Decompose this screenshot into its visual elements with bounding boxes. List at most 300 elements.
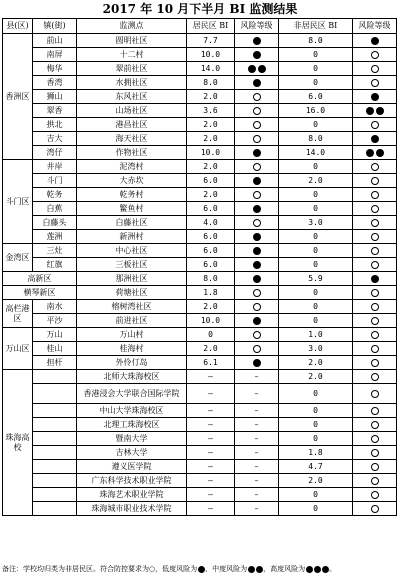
county-cell: 万山区 xyxy=(3,328,33,370)
header-res-risk: 风险等级 xyxy=(235,19,279,34)
risk-low-cell xyxy=(235,160,279,174)
empty-circle-icon xyxy=(253,191,261,199)
res-bi-cell: – xyxy=(187,502,235,516)
risk-low-cell xyxy=(353,300,397,314)
empty-circle-icon xyxy=(371,205,379,213)
county-cell: 高栏港区 xyxy=(3,300,33,328)
filled-dot-icon xyxy=(253,247,261,255)
risk-low-cell xyxy=(353,244,397,258)
table-row xyxy=(3,356,397,370)
nonres-bi-cell: 0 xyxy=(279,314,353,328)
site-cell: 白藤社区 xyxy=(77,216,187,230)
risk-medium-cell xyxy=(235,174,279,188)
town-cell xyxy=(33,502,77,516)
note-medium-label: ，中度风险为 xyxy=(205,565,248,573)
risk-medium-cell xyxy=(235,34,279,48)
table-row xyxy=(3,76,397,90)
risk-low-cell xyxy=(235,188,279,202)
table-row xyxy=(3,488,397,502)
empty-circle-icon xyxy=(371,289,379,297)
res-bi-cell: 2.0 xyxy=(187,132,235,146)
town-cell: 南屏 xyxy=(33,48,77,62)
empty-circle-icon xyxy=(371,163,379,171)
risk-low-cell xyxy=(353,188,397,202)
nonres-bi-cell: 0 xyxy=(279,118,353,132)
town-cell: 梅华 xyxy=(33,62,77,76)
nonres-bi-cell: 8.0 xyxy=(279,132,353,146)
empty-circle-icon xyxy=(253,135,261,143)
risk-medium-cell xyxy=(235,244,279,258)
county-cell: 香洲区 xyxy=(3,34,33,160)
table-row xyxy=(3,328,397,342)
empty-circle-icon xyxy=(371,435,379,443)
nonres-bi-cell: 0 xyxy=(279,418,353,432)
risk-low-cell xyxy=(353,460,397,474)
filled-dot-icon xyxy=(253,205,261,213)
note-pass-symbol: ○ xyxy=(149,565,156,573)
risk-low-cell xyxy=(353,370,397,384)
risk-low-cell xyxy=(353,160,397,174)
filled-dot-icon xyxy=(253,233,261,241)
nonres-bi-cell: 6.0 xyxy=(279,90,353,104)
table-row xyxy=(3,384,397,404)
nonres-bi-cell: 16.0 xyxy=(279,104,353,118)
risk-low-cell xyxy=(235,216,279,230)
town-cell: 平沙 xyxy=(33,314,77,328)
town-cell xyxy=(33,460,77,474)
risk-low-cell xyxy=(353,286,397,300)
filled-dot-icon xyxy=(248,65,256,73)
empty-circle-icon xyxy=(371,303,379,311)
empty-circle-icon xyxy=(253,219,261,227)
empty-circle-icon xyxy=(253,289,261,297)
site-cell: 中山大学珠海校区 xyxy=(77,404,187,418)
risk-medium-cell xyxy=(353,132,397,146)
res-bi-cell: 14.0 xyxy=(187,62,235,76)
table-row xyxy=(3,104,397,118)
high-risk-dot-icon xyxy=(314,566,321,573)
site-cell: 作物社区 xyxy=(77,146,187,160)
risk-none-cell: – xyxy=(235,432,279,446)
risk-low-cell xyxy=(353,328,397,342)
table-row xyxy=(3,244,397,258)
nonres-bi-cell: 5.9 xyxy=(279,272,353,286)
town-cell xyxy=(33,432,77,446)
empty-circle-icon xyxy=(371,491,379,499)
table-row xyxy=(3,174,397,188)
county-cell: 高新区 xyxy=(3,272,77,286)
town-cell: 香湾 xyxy=(33,76,77,90)
risk-low-cell xyxy=(353,48,397,62)
nonres-bi-cell: 1.0 xyxy=(279,328,353,342)
header-nonres-bi: 非居民区 BI xyxy=(279,19,353,34)
res-bi-cell: – xyxy=(187,432,235,446)
table-row xyxy=(3,474,397,488)
town-cell: 斗门 xyxy=(33,174,77,188)
risk-medium-cell xyxy=(353,34,397,48)
nonres-bi-cell: 0 xyxy=(279,160,353,174)
risk-low-cell xyxy=(353,432,397,446)
risk-none-cell: – xyxy=(235,474,279,488)
town-cell: 莲洲 xyxy=(33,230,77,244)
town-cell: 井岸 xyxy=(33,160,77,174)
town-cell: 红旗 xyxy=(33,258,77,272)
res-bi-cell: 4.0 xyxy=(187,216,235,230)
res-bi-cell: 2.0 xyxy=(187,188,235,202)
nonres-bi-cell: 0 xyxy=(279,62,353,76)
town-cell: 湾仔 xyxy=(33,146,77,160)
note-high-label: ，高度风险为 xyxy=(263,565,306,573)
empty-circle-icon xyxy=(371,121,379,129)
res-bi-cell: – xyxy=(187,404,235,418)
risk-medium-cell xyxy=(235,230,279,244)
empty-circle-icon xyxy=(371,191,379,199)
town-cell: 桂山 xyxy=(33,342,77,356)
risk-low-cell xyxy=(353,258,397,272)
nonres-bi-cell: 1.8 xyxy=(279,446,353,460)
site-cell: 桂海村 xyxy=(77,342,187,356)
table-row xyxy=(3,62,397,76)
medium-risk-dot-icon xyxy=(248,566,255,573)
town-cell xyxy=(33,384,77,404)
county-cell: 珠海高校 xyxy=(3,370,33,516)
site-cell: 大赤坎 xyxy=(77,174,187,188)
risk-low-cell xyxy=(353,446,397,460)
town-cell xyxy=(33,446,77,460)
empty-circle-icon xyxy=(371,261,379,269)
empty-circle-icon xyxy=(253,163,261,171)
filled-dot-icon xyxy=(253,359,261,367)
site-cell: 北理工珠海校区 xyxy=(77,418,187,432)
table-row xyxy=(3,188,397,202)
town-cell: 三灶 xyxy=(33,244,77,258)
risk-low-cell xyxy=(235,300,279,314)
site-cell: 新洲村 xyxy=(77,230,187,244)
filled-dot-icon xyxy=(371,93,379,101)
risk-low-cell xyxy=(353,62,397,76)
res-bi-cell: – xyxy=(187,446,235,460)
county-cell: 斗门区 xyxy=(3,160,33,244)
res-bi-cell: 3.6 xyxy=(187,104,235,118)
table-row xyxy=(3,160,397,174)
nonres-bi-cell: 0 xyxy=(279,432,353,446)
filled-dot-icon xyxy=(376,107,384,115)
nonres-bi-cell: 3.0 xyxy=(279,216,353,230)
res-bi-cell: 8.0 xyxy=(187,76,235,90)
empty-circle-icon xyxy=(253,107,261,115)
risk-low-cell xyxy=(235,328,279,342)
empty-circle-icon xyxy=(253,121,261,129)
res-bi-cell: 6.0 xyxy=(187,258,235,272)
res-bi-cell: 2.0 xyxy=(187,160,235,174)
site-cell: 北师大珠海校区 xyxy=(77,370,187,384)
filled-dot-icon xyxy=(371,275,379,283)
nonres-bi-cell: 2.0 xyxy=(279,356,353,370)
empty-circle-icon xyxy=(371,373,379,381)
town-cell xyxy=(33,418,77,432)
site-cell: 吉林大学 xyxy=(77,446,187,460)
res-bi-cell: 2.0 xyxy=(187,90,235,104)
site-cell: 十二村 xyxy=(77,48,187,62)
nonres-bi-cell: 0 xyxy=(279,404,353,418)
empty-circle-icon xyxy=(371,345,379,353)
empty-circle-icon xyxy=(371,421,379,429)
header-town: 镇(街) xyxy=(33,19,77,34)
risk-low-cell xyxy=(353,418,397,432)
nonres-bi-cell: 0 xyxy=(279,48,353,62)
nonres-bi-cell: 8.0 xyxy=(279,34,353,48)
town-cell: 万山 xyxy=(33,328,77,342)
empty-circle-icon xyxy=(371,449,379,457)
site-cell: 香港浸会大学联合国际学院 xyxy=(77,384,187,404)
filled-dot-icon xyxy=(253,317,261,325)
res-bi-cell: 6.0 xyxy=(187,244,235,258)
town-cell: 吉大 xyxy=(33,132,77,146)
filled-dot-icon xyxy=(366,107,374,115)
table-row xyxy=(3,132,397,146)
site-cell: 海天社区 xyxy=(77,132,187,146)
risk-medium-cell xyxy=(235,356,279,370)
empty-circle-icon xyxy=(371,219,379,227)
res-bi-cell: 2.0 xyxy=(187,300,235,314)
town-cell: 翠香 xyxy=(33,104,77,118)
town-cell: 白藤头 xyxy=(33,216,77,230)
risk-none-cell: – xyxy=(235,370,279,384)
risk-low-cell xyxy=(235,286,279,300)
town-cell: 乾务 xyxy=(33,188,77,202)
empty-circle-icon xyxy=(371,177,379,185)
risk-none-cell: – xyxy=(235,404,279,418)
empty-circle-icon xyxy=(371,477,379,485)
risk-low-cell xyxy=(353,488,397,502)
nonres-bi-cell: 0 xyxy=(279,202,353,216)
res-bi-cell: 10.0 xyxy=(187,146,235,160)
site-cell: 中心社区 xyxy=(77,244,187,258)
table-row xyxy=(3,48,397,62)
nonres-bi-cell: 14.0 xyxy=(279,146,353,160)
nonres-bi-cell: 0 xyxy=(279,502,353,516)
risk-low-cell xyxy=(235,342,279,356)
res-bi-cell: 1.8 xyxy=(187,286,235,300)
risk-low-cell xyxy=(235,90,279,104)
nonres-bi-cell: 2.0 xyxy=(279,370,353,384)
risk-medium-cell xyxy=(235,48,279,62)
site-cell: 翠前社区 xyxy=(77,62,187,76)
site-cell: 珠海艺术职业学院 xyxy=(77,488,187,502)
nonres-bi-cell: 0 xyxy=(279,488,353,502)
filled-dot-icon xyxy=(253,275,261,283)
risk-low-cell xyxy=(353,342,397,356)
site-cell: 乾务村 xyxy=(77,188,187,202)
site-cell: 荷塘社区 xyxy=(77,286,187,300)
site-cell: 泥湾村 xyxy=(77,160,187,174)
risk-medium-cell xyxy=(235,272,279,286)
risk-none-cell: – xyxy=(235,502,279,516)
nonres-bi-cell: 0 xyxy=(279,76,353,90)
county-cell: 金湾区 xyxy=(3,244,33,272)
res-bi-cell: – xyxy=(187,460,235,474)
table-row xyxy=(3,118,397,132)
table-row xyxy=(3,370,397,384)
table-row xyxy=(3,460,397,474)
res-bi-cell: – xyxy=(187,370,235,384)
town-cell xyxy=(33,370,77,384)
empty-circle-icon xyxy=(371,407,379,415)
risk-high-cell xyxy=(235,62,279,76)
table-row xyxy=(3,342,397,356)
res-bi-cell: 0 xyxy=(187,328,235,342)
risk-medium-cell xyxy=(353,272,397,286)
nonres-bi-cell: 0 xyxy=(279,244,353,258)
site-cell: 东风社区 xyxy=(77,90,187,104)
nonres-bi-cell: 0 xyxy=(279,188,353,202)
risk-none-cell: – xyxy=(235,384,279,404)
empty-circle-icon xyxy=(371,233,379,241)
nonres-bi-cell: 0 xyxy=(279,384,353,404)
empty-circle-icon xyxy=(371,390,379,398)
risk-low-cell xyxy=(235,118,279,132)
page-title: 2017 年 10 月下半月 BI 监测结果 xyxy=(102,2,298,16)
filled-dot-icon xyxy=(376,149,384,157)
res-bi-cell: – xyxy=(187,474,235,488)
site-cell: 暨南大学 xyxy=(77,432,187,446)
table-row xyxy=(3,146,397,160)
empty-circle-icon xyxy=(253,331,261,339)
empty-circle-icon xyxy=(253,303,261,311)
table-row xyxy=(3,314,397,328)
filled-dot-icon xyxy=(253,149,261,157)
filled-dot-icon xyxy=(253,51,261,59)
header-site: 监测点 xyxy=(77,19,187,34)
town-cell: 南水 xyxy=(33,300,77,314)
risk-low-cell xyxy=(353,202,397,216)
filled-dot-icon xyxy=(366,149,374,157)
risk-low-cell xyxy=(353,118,397,132)
res-bi-cell: 6.0 xyxy=(187,230,235,244)
site-cell: 前进社区 xyxy=(77,314,187,328)
table-row xyxy=(3,502,397,516)
risk-low-cell xyxy=(353,314,397,328)
town-cell: 拱北 xyxy=(33,118,77,132)
filled-dot-icon xyxy=(253,177,261,185)
table-row xyxy=(3,446,397,460)
nonres-bi-cell: 0 xyxy=(279,258,353,272)
filled-dot-icon xyxy=(371,135,379,143)
risk-medium-cell xyxy=(235,258,279,272)
site-cell: 山场社区 xyxy=(77,104,187,118)
site-cell: 广东科学技术职业学院 xyxy=(77,474,187,488)
site-cell: 水拥社区 xyxy=(77,76,187,90)
risk-low-cell xyxy=(235,104,279,118)
res-bi-cell: – xyxy=(187,384,235,404)
footnote xyxy=(2,564,398,574)
nonres-bi-cell: 2.0 xyxy=(279,474,353,488)
table-row xyxy=(3,300,397,314)
risk-low-cell xyxy=(353,502,397,516)
note-prefix: 备注：学校均归类为非居民区。符合防控要求为 xyxy=(2,565,149,573)
risk-medium-cell xyxy=(235,146,279,160)
town-cell xyxy=(33,488,77,502)
risk-none-cell: – xyxy=(235,488,279,502)
empty-circle-icon xyxy=(371,505,379,513)
res-bi-cell: – xyxy=(187,488,235,502)
risk-low-cell xyxy=(353,174,397,188)
empty-circle-icon xyxy=(371,79,379,87)
risk-none-cell: – xyxy=(235,460,279,474)
risk-low-cell xyxy=(353,230,397,244)
res-bi-cell: 10.0 xyxy=(187,48,235,62)
header-nonres-risk: 风险等级 xyxy=(353,19,397,34)
table-row xyxy=(3,432,397,446)
county-cell: 横琴新区 xyxy=(3,286,77,300)
header-res-bi: 居民区 BI xyxy=(187,19,235,34)
site-cell: 遵义医学院 xyxy=(77,460,187,474)
table-row xyxy=(3,272,397,286)
site-cell: 那洲社区 xyxy=(77,272,187,286)
town-cell xyxy=(33,474,77,488)
town-cell: 白蕉 xyxy=(33,202,77,216)
header-county: 县(区) xyxy=(3,19,33,34)
res-bi-cell: – xyxy=(187,418,235,432)
risk-low-cell xyxy=(353,216,397,230)
site-cell: 鳘鱼村 xyxy=(77,202,187,216)
site-cell: 珠海城市职业技术学院 xyxy=(77,502,187,516)
empty-circle-icon xyxy=(371,65,379,73)
empty-circle-icon xyxy=(253,93,261,101)
high-risk-dot-icon xyxy=(306,566,313,573)
res-bi-cell: 2.0 xyxy=(187,342,235,356)
res-bi-cell: 10.0 xyxy=(187,314,235,328)
filled-dot-icon xyxy=(253,261,261,269)
risk-none-cell: – xyxy=(235,418,279,432)
res-bi-cell: 7.7 xyxy=(187,34,235,48)
town-cell: 狮山 xyxy=(33,90,77,104)
table-row xyxy=(3,216,397,230)
site-cell: 外伶仃岛 xyxy=(77,356,187,370)
site-cell: 三板社区 xyxy=(77,258,187,272)
risk-high-cell xyxy=(353,146,397,160)
res-bi-cell: 6.0 xyxy=(187,202,235,216)
table-row xyxy=(3,418,397,432)
risk-none-cell: – xyxy=(235,446,279,460)
bi-results-table xyxy=(2,18,397,516)
empty-circle-icon xyxy=(371,317,379,325)
risk-low-cell xyxy=(353,76,397,90)
filled-dot-icon xyxy=(258,65,266,73)
town-cell: 前山 xyxy=(33,34,77,48)
risk-low-cell xyxy=(353,474,397,488)
site-cell: 榕树湾社区 xyxy=(77,300,187,314)
filled-dot-icon xyxy=(371,37,379,45)
risk-high-cell xyxy=(353,104,397,118)
risk-low-cell xyxy=(353,356,397,370)
res-bi-cell: 6.1 xyxy=(187,356,235,370)
table-body xyxy=(3,34,397,516)
table-row xyxy=(3,34,397,48)
empty-circle-icon xyxy=(371,331,379,339)
table-row xyxy=(3,90,397,104)
res-bi-cell: 6.0 xyxy=(187,174,235,188)
nonres-bi-cell: 3.0 xyxy=(279,342,353,356)
risk-low-cell xyxy=(235,132,279,146)
risk-low-cell xyxy=(353,384,397,404)
nonres-bi-cell: 0 xyxy=(279,230,353,244)
table-row xyxy=(3,202,397,216)
nonres-bi-cell: 0 xyxy=(279,300,353,314)
site-cell: 圆明社区 xyxy=(77,34,187,48)
risk-medium-cell xyxy=(353,90,397,104)
table-row xyxy=(3,230,397,244)
